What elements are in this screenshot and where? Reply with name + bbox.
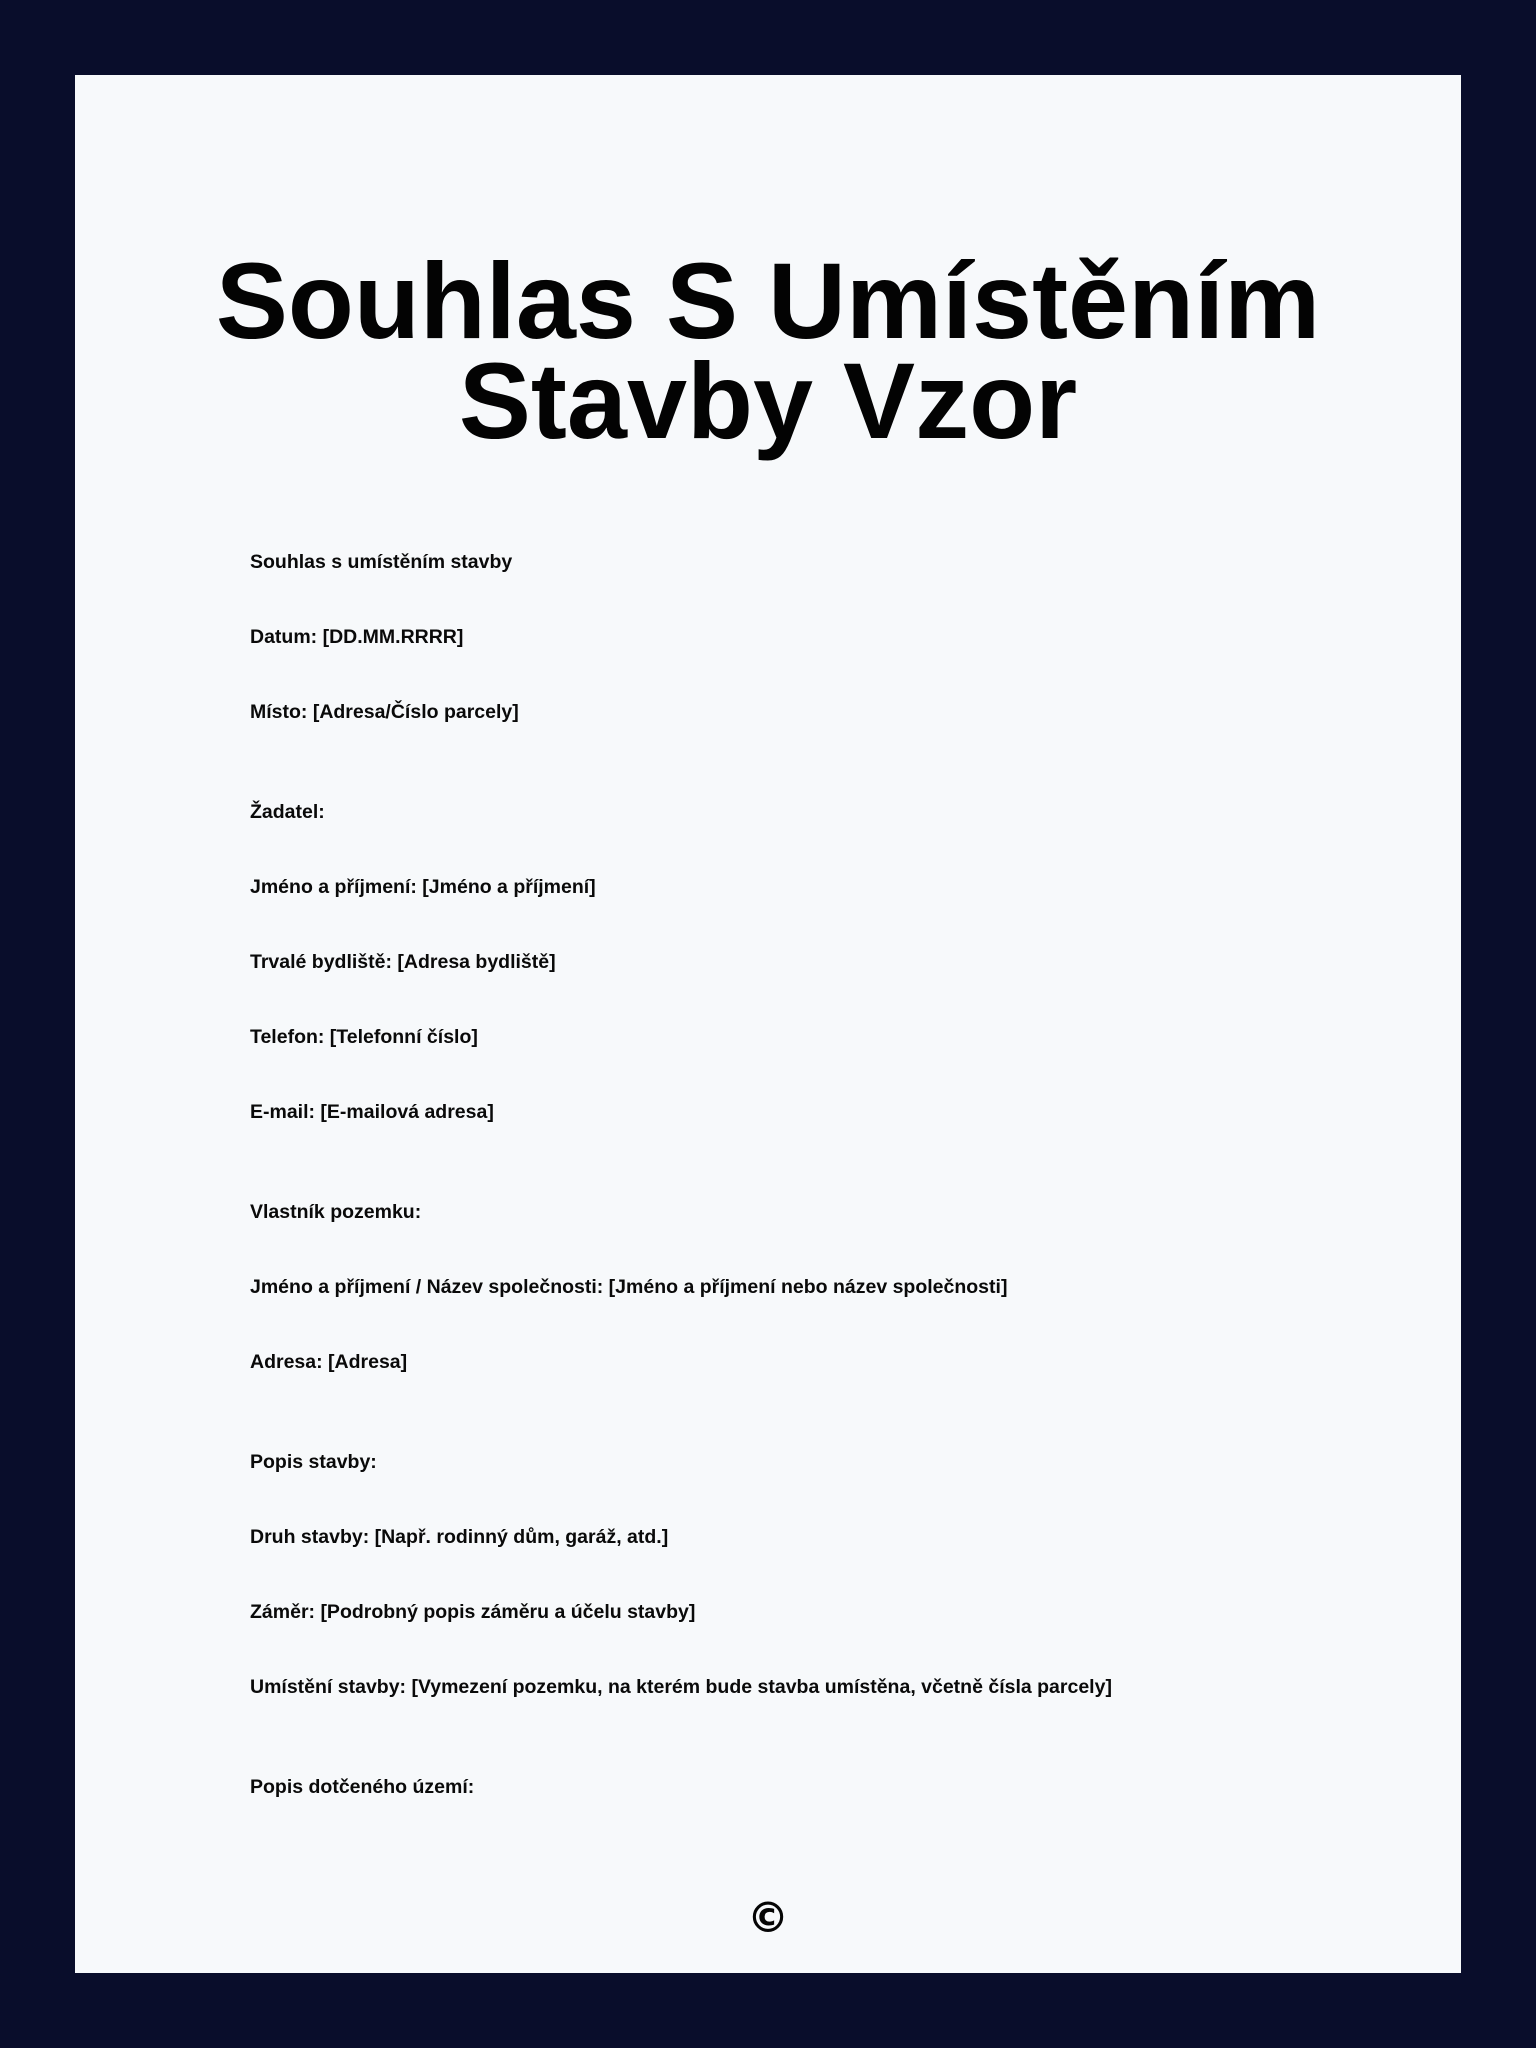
applicant-name-line: Jméno a příjmení: [Jméno a příjmení] [250, 876, 596, 898]
place-line: Místo: [Adresa/Číslo parcely] [250, 701, 519, 723]
building-location-line: Umístění stavby: [Vymezení pozemku, na kterém bude stavba umístěna, včetně čísla parcely] [250, 1676, 1112, 1698]
applicant-section-heading: Žadatel: [250, 801, 325, 823]
document-title: Souhlas S Umístěním Stavby Vzor [215, 240, 1321, 461]
document-heading-line: Souhlas s umístěním stavby [250, 551, 513, 573]
owner-section-heading: Vlastník pozemku: [250, 1201, 422, 1223]
applicant-email-line: E-mail: [E-mailová adresa] [250, 1101, 494, 1123]
building-section-heading: Popis stavby: [250, 1451, 377, 1473]
applicant-phone-line: Telefon: [Telefonní číslo] [250, 1026, 478, 1048]
owner-address-line: Adresa: [Adresa] [250, 1351, 408, 1373]
owner-name-line: Jméno a příjmení / Název společnosti: [Jméno a příjmení nebo název společnosti] [250, 1276, 1008, 1298]
applicant-residence-line: Trvalé bydliště: [Adresa bydliště] [250, 951, 556, 973]
document-page [75, 75, 1461, 1973]
copyright-icon: © [747, 1893, 789, 1942]
building-intent-line: Záměr: [Podrobný popis záměru a účelu stavby] [250, 1601, 696, 1623]
date-line: Datum: [DD.MM.RRRR] [250, 626, 464, 648]
building-type-line: Druh stavby: [Např. rodinný dům, garáž, atd.] [250, 1526, 669, 1548]
affected-area-section-heading: Popis dotčeného území: [250, 1776, 475, 1798]
